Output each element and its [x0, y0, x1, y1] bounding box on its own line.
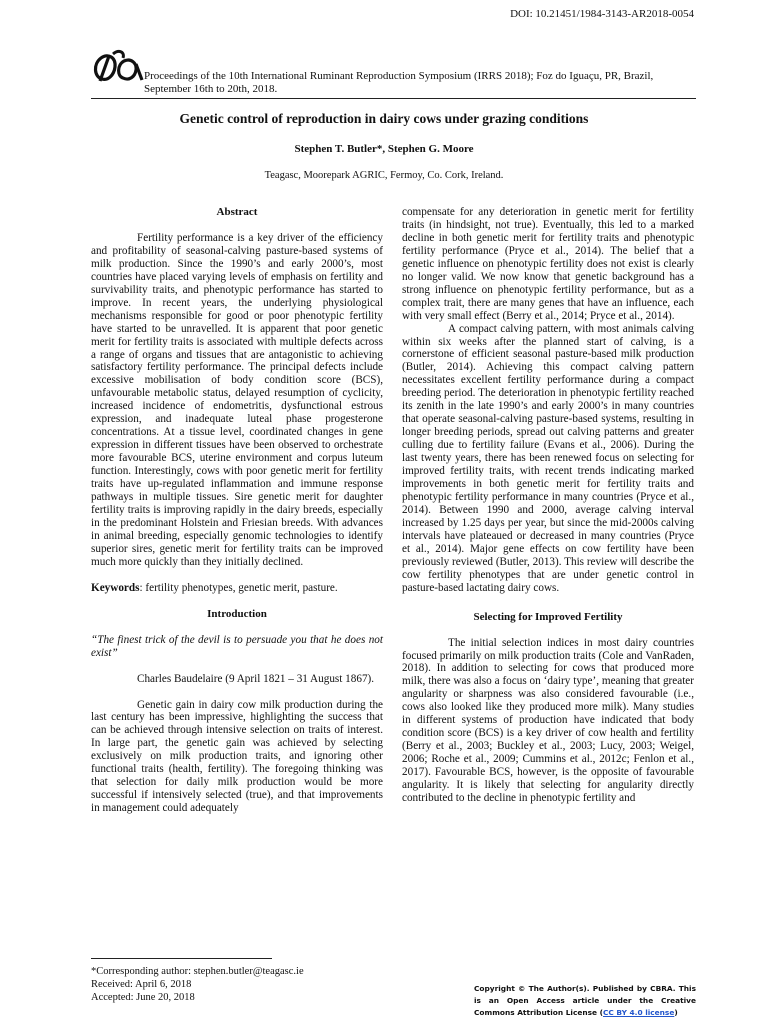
license-notice	[474, 983, 696, 1019]
footnote-divider	[91, 958, 272, 959]
left-column	[91, 206, 383, 815]
journal-logo-icon	[92, 46, 144, 84]
keywords	[91, 582, 383, 595]
introduction-paragraph-1: Genetic gain in dairy cow milk production during the last century has been impressive, highlighting the success that can be achieved through intensive selection on traits of interest. In large part, the genetic gain was achieved by selecting exclusively on milk production traits, and ignoring other functional traits (health, fertility). The foregoing thinking was that selection for daily milk production would be more successful if intensively selected (true), and that improvements in management could adequately	[91, 698, 383, 815]
license-close: )	[674, 1008, 678, 1017]
doi: DOI: 10.21451/1984-3143-AR2018-0054	[510, 8, 694, 20]
epigraph-attribution: Charles Baudelaire (9 April 1821 – 31 August 1867).	[137, 672, 375, 685]
received-date: Received: April 6, 2018	[91, 979, 192, 990]
header-divider	[91, 98, 696, 99]
license-link[interactable]: CC BY 4.0 license	[602, 1008, 675, 1017]
license-text: Copyright © The Author(s). Published by CBRA. This is an Open Access article under the Creative Commons Attribution License (	[474, 984, 696, 1017]
footnotes	[91, 965, 304, 1004]
corresponding-author: *Corresponding author: stephen.butler@teagasc.ie	[91, 966, 304, 977]
introduction-heading: Introduction	[207, 607, 267, 620]
abstract-text: Fertility performance is a key driver of the efficiency and profitability of seasonal-calving pasture-based systems of milk production. Since the 1990’s and early 2000’s, most countries have placed varying levels of emphasis on fertility and survivability traits, and phenotypic performance has started to improve. In recent years, the underlying physiological mechanisms responsible for good or poor phenotypic fertility have started to be unravelled. It is apparent that poor genetic merit for fertility traits is associated with multiple defects across a range of organs and tissues that are antagonistic to achieving satisfactory fertility performance. The principal defects include excessive mobilisation of body condition score (BCS), unfavourable metabolic status, delayed resumption of cyclicity, increased incidence of endometritis, dysfunctional estrous expression, and inadequate luteal phase progesterone concentrations. At a tissue level, coordinated changes in gene expression in different tissues have been observed to orchestrate more favourable BCS, uterine environment and corpus luteum function. Interestingly, cows with poor genetic merit for fertility traits have up-regulated inflammation and immune response pathways in multiple tissues. Sire genetic merit for daughter fertility traits is improving rapidly in the dairy breeds, especially in the predominant Holstein and Friesian breeds. With advances in animal breeding, especially genomic technologies to identify superior sires, genetic merit for fertility traits can be improved much more quickly than they initially declined.	[91, 231, 383, 568]
introduction-paragraph-1-continued: compensate for any deterioration in genetic merit for fertility traits (in hindsight, not true). Eventually, this led to a marked decline in both genetic merit for fertility traits and phenotypic fertility performance (Pryce et al., 2014). The belief that a genetic influence on phenotypic fertility does not exist is clearly no longer valid. We now know that genetic background has a strong influence on phenotypic fertility performance, but as a complex trait, there are many genes that have an influence, each with very small effect (Berry et al., 2014; Pryce et al., 2014).	[402, 206, 694, 322]
selecting-heading: Selecting for Improved Fertility	[473, 610, 623, 623]
authors: Stephen T. Butler*, Stephen G. Moore	[294, 143, 474, 155]
keywords-label: Keywords	[91, 581, 140, 594]
accepted-date: Accepted: June 20, 2018	[91, 992, 195, 1003]
keywords-text: : fertility phenotypes, genetic merit, pasture.	[139, 581, 338, 594]
epigraph-quote: “The finest trick of the devil is to persuade you that he does not exist”	[91, 633, 383, 659]
right-column	[402, 206, 694, 805]
paper-title: Genetic control of reproduction in dairy cows under grazing conditions	[179, 111, 589, 126]
proceedings-line: Proceedings of the 10th International Ruminant Reproduction Symposium (IRRS 2018); Foz do Iguaçu, PR, Brazil, September 16th to 20th, 2018.	[144, 70, 654, 95]
affiliation: Teagasc, Moorepark AGRIC, Fermoy, Co. Cork, Ireland.	[264, 170, 504, 181]
abstract-heading: Abstract	[216, 206, 258, 218]
introduction-paragraph-2: A compact calving pattern, with most animals calving within six weeks after the planned start of calving, is a cornerstone of efficient seasonal pasture-based milk production (Butler, 2014). Achieving this compact calving pattern necessitates excellent fertility performance during a compact breeding period. The deterioration in phenotypic fertility reached its zenith in the late 1990’s and early 2000’s in many countries that operate seasonal-calving pasture-based systems, resulting in longer breeding periods, spread out calving patterns and greater culling due to fertility failure (Evans et al., 2006). During the last twenty years, there has been renewed focus on selecting for improved fertility traits, with recent trends indicating marked improvements in both genetic merit for fertility traits and phenotypic fertility performance in many countries (Pryce et al., 2014). Between 1990 and 2000, average calving interval increased by 1.25 days per year, but since the mid-2000s calving intervals have plateaued or decreased in many countries (Pryce et al., 2014). Major gene effects on cow fertility have been previously reviewed (Butler, 2013). This review will describe the cow fertility phenotypes that are under genetic control in pasture-based lactating dairy cows.	[402, 322, 695, 594]
selecting-paragraph-1: The initial selection indices in most dairy countries focused primarily on milk production traits (Cole and VanRaden, 2018). In addition to selecting for cows that produced more milk, there was also a focus on ‘dairy type’, meaning that greater angularity or sharpness was also considered favourable (i.e., cows also looked like they produced more milk). Many studies in different systems of production have indicated that body condition score (BCS) is a key driver of cow health and fertility (Berry et al., 2003; Buckley et al., 2003; Lucy, 2003; Weigel, 2006; Roche et al., 2009; Cummins et al., 2012c; Fenlon et al., 2017). Favourable BCS, however, is the opposite of favourable angularity. It is likely that selecting for angularity directly contributed to the decline in phenotypic fertility and	[402, 636, 694, 804]
